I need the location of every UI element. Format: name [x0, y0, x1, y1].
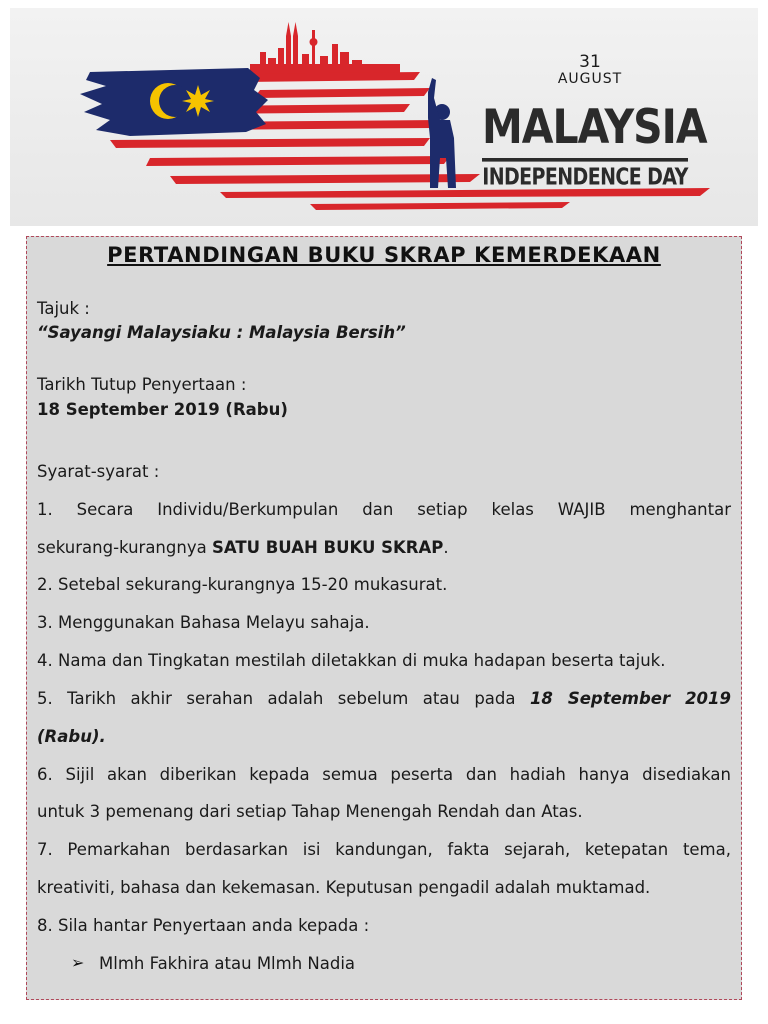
- contact-names: Mlmh Fakhira atau Mlmh Nadia: [99, 954, 356, 973]
- rule-7-line-1: 7. Pemarkahan berdasarkan isi kandungan, fakta sejarah, ketepatan tema,: [37, 840, 731, 859]
- person-silhouette-icon: [428, 78, 456, 188]
- tajuk-value: “Sayangi Malaysiaku : Malaysia Bersih”: [37, 323, 406, 342]
- rule-1-text: sekurang-kurangnya: [37, 538, 212, 557]
- competition-notice: [26, 236, 742, 1000]
- rule-5-line-2: (Rabu).: [37, 727, 106, 746]
- closing-date-label: Tarikh Tutup Penyertaan :: [37, 375, 247, 394]
- rule-2: 2. Setebal sekurang-kurangnya 15-20 mukasurat.: [37, 575, 448, 594]
- independence-day-banner: [10, 8, 758, 226]
- rule-3: 3. Menggunakan Bahasa Melayu sahaja.: [37, 613, 370, 632]
- rule-6-line-1: 6. Sijil akan diberikan kepada semua peserta dan hadiah hanya disediakan: [37, 765, 731, 784]
- rule-7-line-2: kreativiti, bahasa dan kekemasan. Keputusan pengadil adalah muktamad.: [37, 878, 651, 897]
- conditions-label: Syarat-syarat :: [37, 462, 160, 481]
- rule-1-line-1: 1. Secara Individu/Berkumpulan dan setiap kelas WAJIB menghantar: [37, 500, 731, 519]
- notice-heading-text: PERTANDINGAN BUKU SKRAP KEMERDEKAAN: [107, 243, 661, 267]
- banner-date: [540, 54, 640, 86]
- rule-4: 4. Nama dan Tingkatan mestilah diletakkan di muka hadapan beserta tajuk.: [37, 651, 666, 670]
- banner-day: 31: [579, 52, 601, 72]
- tajuk-label: Tajuk :: [37, 299, 90, 318]
- rule-8: 8. Sila hantar Penyertaan anda kepada :: [37, 916, 370, 935]
- rule-5-date: 18 September 2019: [529, 689, 731, 708]
- closing-date-value: 18 September 2019 (Rabu): [37, 400, 288, 419]
- banner-month: AUGUST: [557, 71, 623, 87]
- rule-1-line-2: [37, 529, 731, 567]
- banner-subtitle: INDEPENDENCE DAY: [482, 158, 688, 190]
- rule-5-text: 5. Tarikh akhir serahan adalah sebelum atau pada: [37, 689, 530, 708]
- arrow-bullet-icon: ➢: [71, 953, 85, 972]
- notice-heading: [27, 243, 741, 267]
- rule-5-line-1: [37, 680, 731, 718]
- rule-1-bold: SATU BUAH BUKU SKRAP: [211, 538, 444, 557]
- banner-title: MALAYSIA: [482, 99, 707, 155]
- rule-6-line-2: untuk 3 pemenang dari setiap Tahap Menengah Rendah dan Atas.: [37, 802, 583, 821]
- rule-1-end: .: [443, 538, 449, 557]
- skyline-graphic: [250, 22, 400, 74]
